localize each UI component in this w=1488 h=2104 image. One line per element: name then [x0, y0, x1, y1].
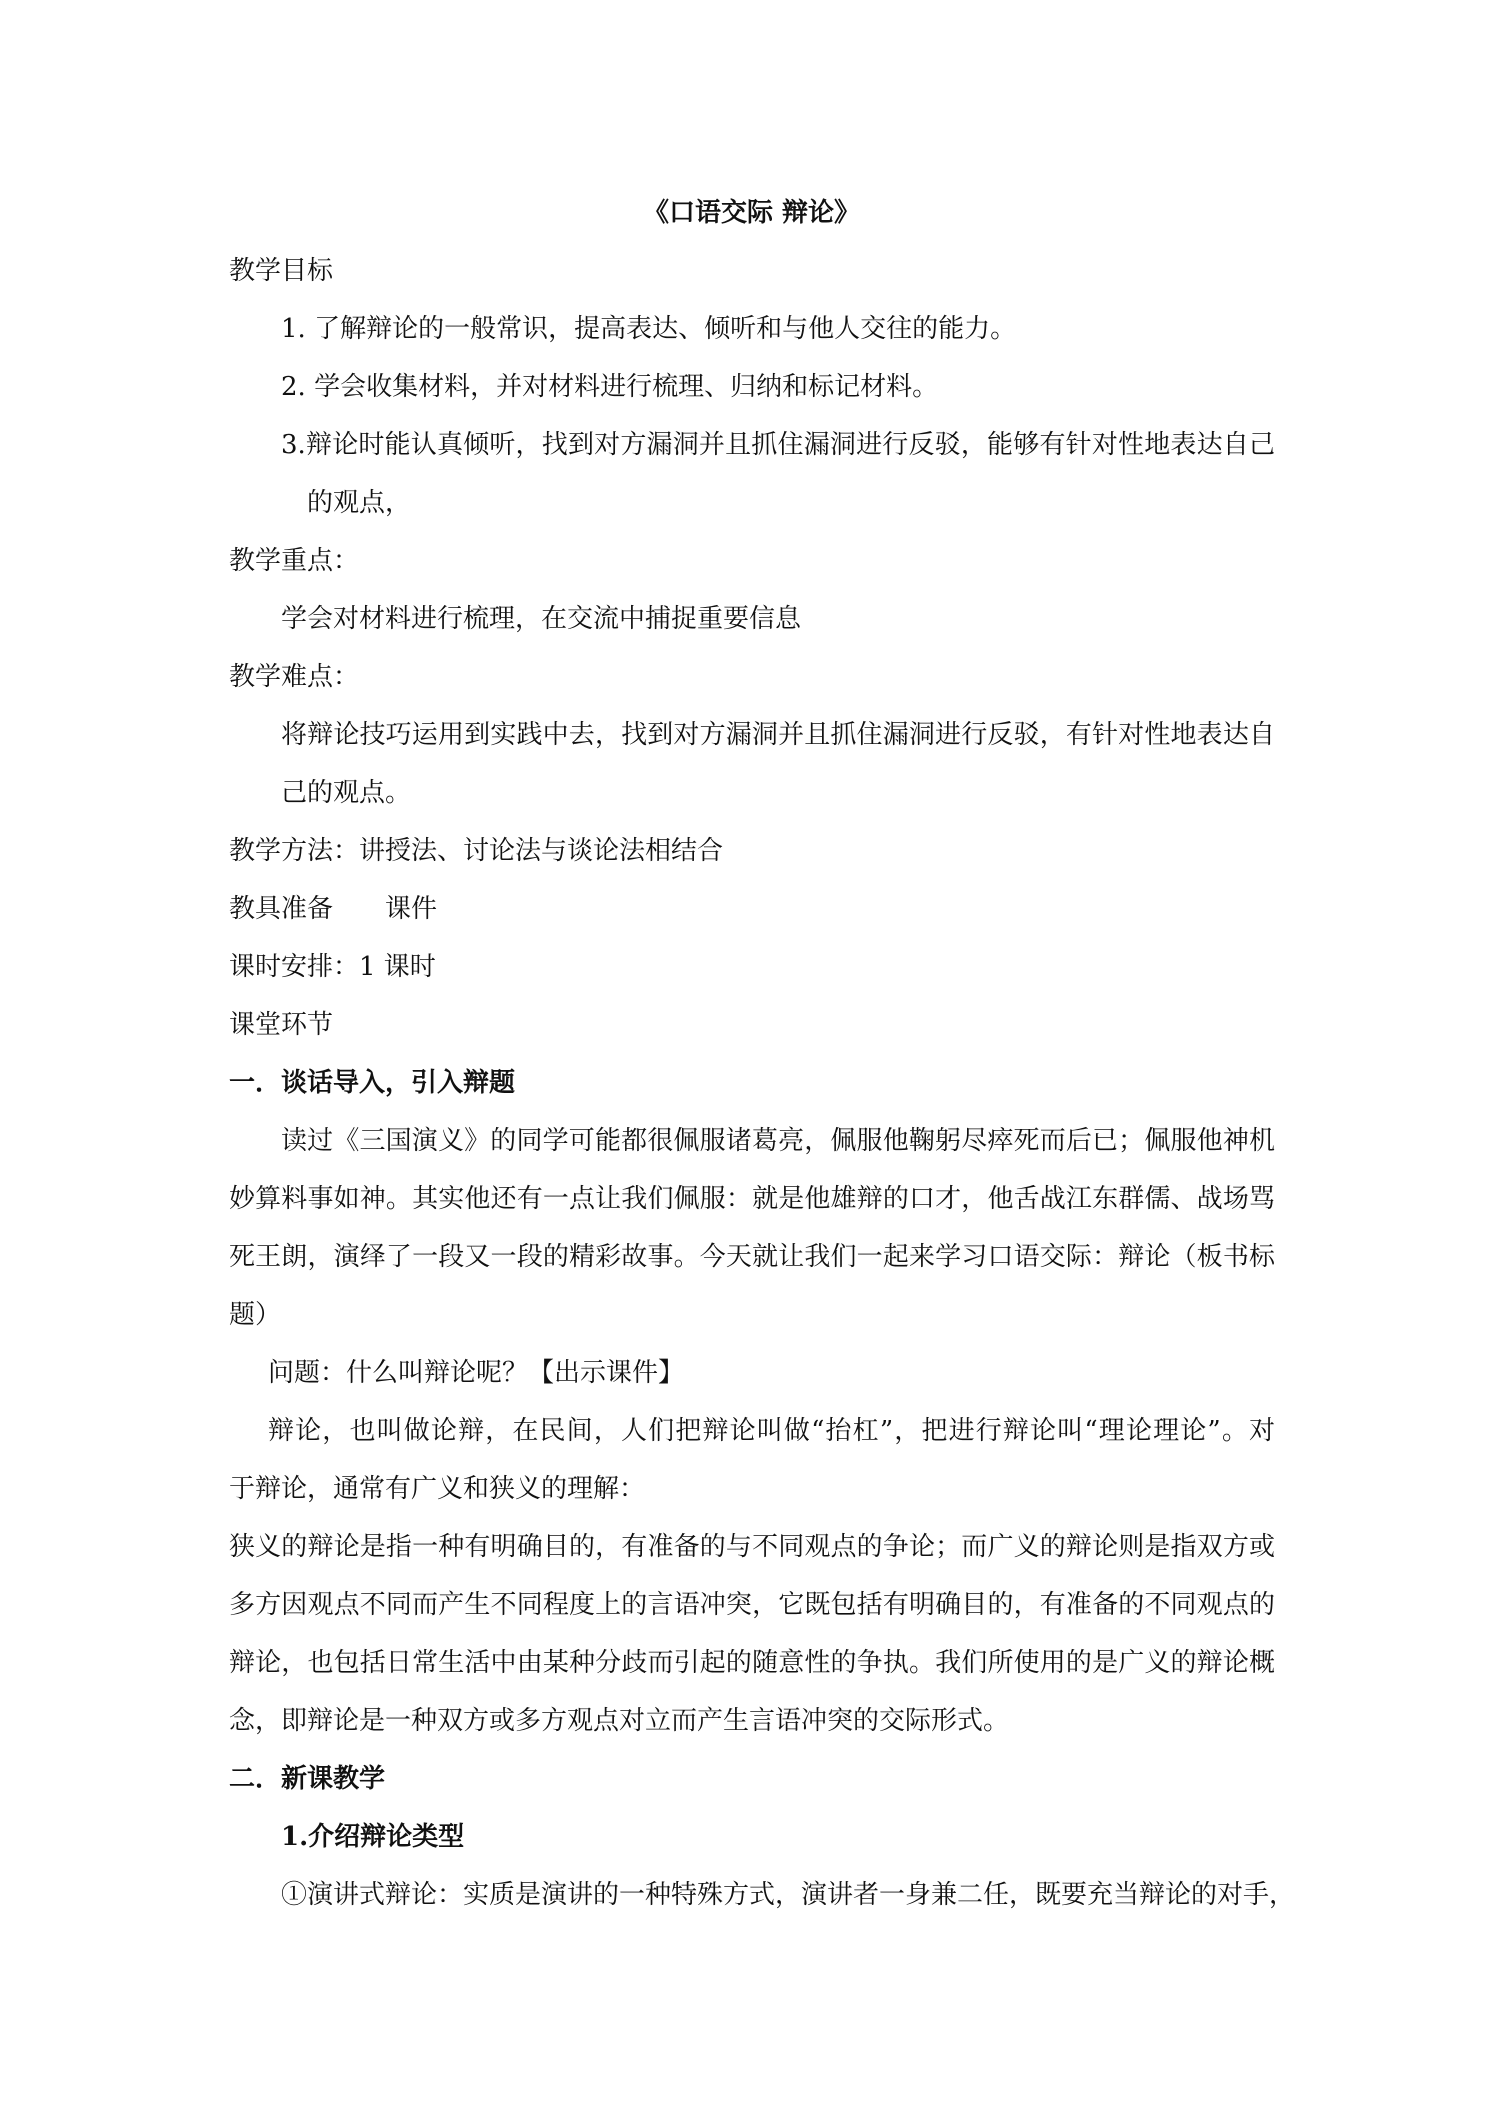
narrow-definition-line-4: 念，即辩论是一种双方或多方观点对立而产生言语冲突的交际形式。	[229, 1706, 1010, 1736]
subsection-1-heading: 1.介绍辩论类型	[281, 1822, 465, 1852]
intro-line-3: 死王朗，演绎了一段又一段的精彩故事。今天就让我们一起来学习口语交际：辩论（板书标	[229, 1242, 1275, 1272]
question-text: 问题：什么叫辩论呢？【出示课件】	[268, 1358, 685, 1388]
intro-line-4: 题）	[229, 1300, 282, 1330]
class-schedule: 课时安排：1 课时	[229, 952, 436, 982]
intro-line-1: 读过《三国演义》的同学可能都很佩服诸葛亮，佩服他鞠躬尽瘁死而后已；佩服他神机	[281, 1126, 1275, 1156]
difficulties-heading: 教学难点：	[229, 662, 360, 692]
difficulties-line-1: 将辩论技巧运用到实践中去，找到对方漏洞并且抓住漏洞进行反驳，有针对性地表达自	[281, 720, 1275, 750]
narrow-definition-line-2: 多方因观点不同而产生不同程度上的言语冲突，它既包括有明确目的，有准备的不同观点的	[229, 1590, 1275, 1620]
class-section-heading: 课堂环节	[229, 1010, 334, 1040]
narrow-definition-line-1: 狭义的辩论是指一种有明确目的，有准备的与不同观点的争论；而广义的辩论则是指双方或	[229, 1532, 1275, 1562]
debate-type-1-line-1: ①演讲式辩论：实质是演讲的一种特殊方式，演讲者一身兼二任，既要充当辩论的对手，	[281, 1880, 1296, 1910]
objective-3-line-1: 3.辩论时能认真倾听，找到对方漏洞并且抓住漏洞进行反驳，能够有针对性地表达自己	[281, 430, 1275, 460]
objective-1: 1. 了解辩论的一般常识，提高表达、倾听和与他人交往的能力。	[281, 314, 1017, 344]
key-points-heading: 教学重点：	[229, 546, 360, 576]
key-points-text: 学会对材料进行梳理，在交流中捕捉重要信息	[281, 604, 802, 634]
narrow-definition-line-3: 辩论，也包括日常生活中由某种分歧而引起的随意性的争执。我们所使用的是广义的辩论概	[229, 1648, 1275, 1678]
definition-line-2: 于辩论，通常有广义和狭义的理解：	[229, 1474, 646, 1504]
difficulties-line-2: 己的观点。	[281, 778, 412, 808]
document-title: 《口语交际 辩论》	[643, 198, 861, 228]
objective-3-line-2: 的观点，	[307, 488, 412, 518]
teaching-methods: 教学方法：讲授法、讨论法与谈论法相结合	[229, 836, 724, 866]
section-2-heading: 二．新课教学	[229, 1764, 386, 1794]
definition-line-1: 辩论，也叫做论辩，在民间，人们把辩论叫做“抬杠”，把进行辩论叫“理论理论”。对	[268, 1416, 1275, 1446]
section-1-heading: 一．谈话导入，引入辩题	[229, 1068, 516, 1098]
intro-line-2: 妙算料事如神。其实他还有一点让我们佩服：就是他雄辩的口才，他舌战江东群儒、战场骂	[229, 1184, 1275, 1214]
teaching-tools: 教具准备 课件	[229, 894, 438, 924]
objective-2: 2. 学会收集材料，并对材料进行梳理、归纳和标记材料。	[281, 372, 939, 402]
objectives-heading: 教学目标	[229, 256, 334, 286]
